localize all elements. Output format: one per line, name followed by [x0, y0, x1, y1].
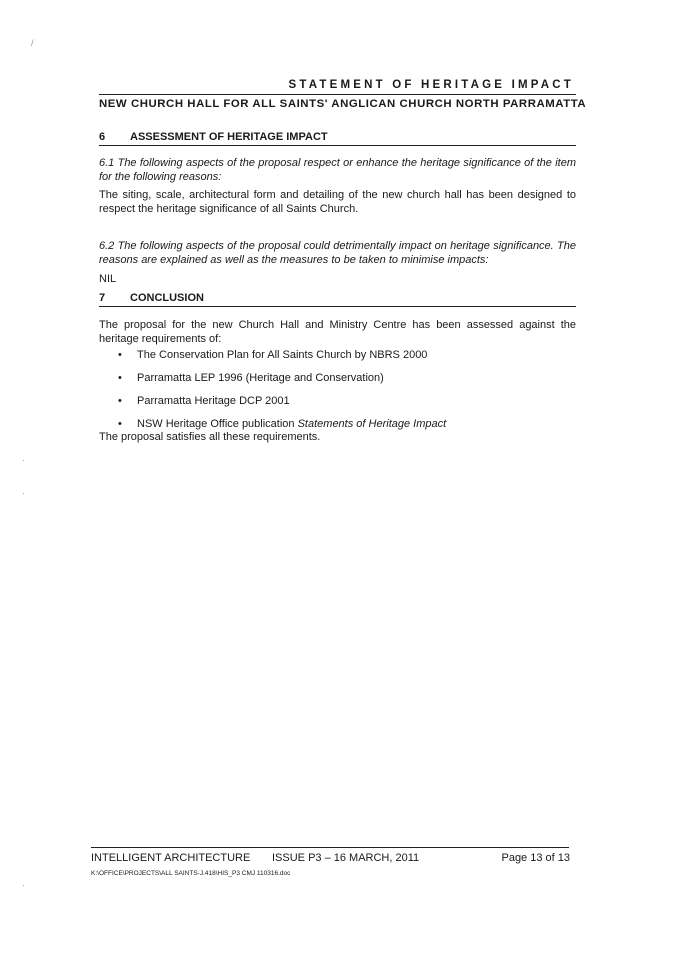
page-number: Page 13 of 13 [501, 852, 570, 864]
conclusion-closing: The proposal satisfies all these requirements. [99, 431, 321, 443]
bullet-icon: • [118, 372, 122, 384]
paragraph-6-1-body: The siting, scale, architectural form and detailing of the new church hall has been designed to respect the heritage significance of all Saints Church. [99, 189, 576, 215]
section-title: CONCLUSION [130, 292, 204, 304]
section-number: 7 [99, 292, 106, 304]
document-title: NEW CHURCH HALL FOR ALL SAINTS' ANGLICAN CHURCH NORTH PARRAMATTA [99, 98, 587, 110]
list-item: • Parramatta Heritage DCP 2001 [118, 395, 290, 407]
requirements-list [118, 349, 558, 441]
paragraph-nil: NIL [99, 273, 117, 285]
footer-company: INTELLIGENT ARCHITECTURE [91, 852, 251, 864]
paragraph-6-1: 6.1 The following aspects of the proposal respect or enhance the heritage significance of the item for the following reasons: [99, 157, 576, 183]
bullet-icon: • [118, 395, 122, 407]
footer-issue: ISSUE P3 – 16 MARCH, 2011 [272, 852, 420, 864]
scan-mark: / [31, 38, 34, 48]
section-heading-7 [99, 292, 576, 307]
bullet-icon: • [118, 349, 122, 361]
publication-title: Statements of Heritage Impact [297, 418, 447, 430]
conclusion-intro: The proposal for the new Church Hall and Ministry Centre has been assessed against the heritage requirements of: [99, 319, 576, 345]
file-path: K:\OFFICE\PROJECTS\ALL SAINTS-J.418\HIS_P3 CMJ 110316.doc [91, 870, 291, 877]
section-title: ASSESSMENT OF HERITAGE IMPACT [130, 131, 328, 143]
scan-mark: · [22, 488, 25, 498]
footer-rule [91, 847, 569, 848]
section-heading-6 [99, 131, 576, 146]
list-item: • Parramatta LEP 1996 (Heritage and Conservation) [118, 372, 384, 384]
paragraph-6-2: 6.2 The following aspects of the proposal could detrimentally impact on heritage significance. The reasons are explained as well as the measures to be taken to minimise impacts: [99, 240, 576, 266]
list-item: • The Conservation Plan for All Saints Church by NBRS 2000 [118, 349, 428, 361]
section-number: 6 [99, 131, 106, 143]
bullet-icon: • [118, 418, 122, 430]
scan-mark: · [22, 880, 25, 890]
document-kicker: STATEMENT OF HERITAGE IMPACT [288, 79, 574, 91]
list-item: • NSW Heritage Office publication Statements of Heritage Impact [118, 418, 447, 430]
scan-mark: · [22, 455, 25, 465]
header-rule [99, 94, 576, 95]
